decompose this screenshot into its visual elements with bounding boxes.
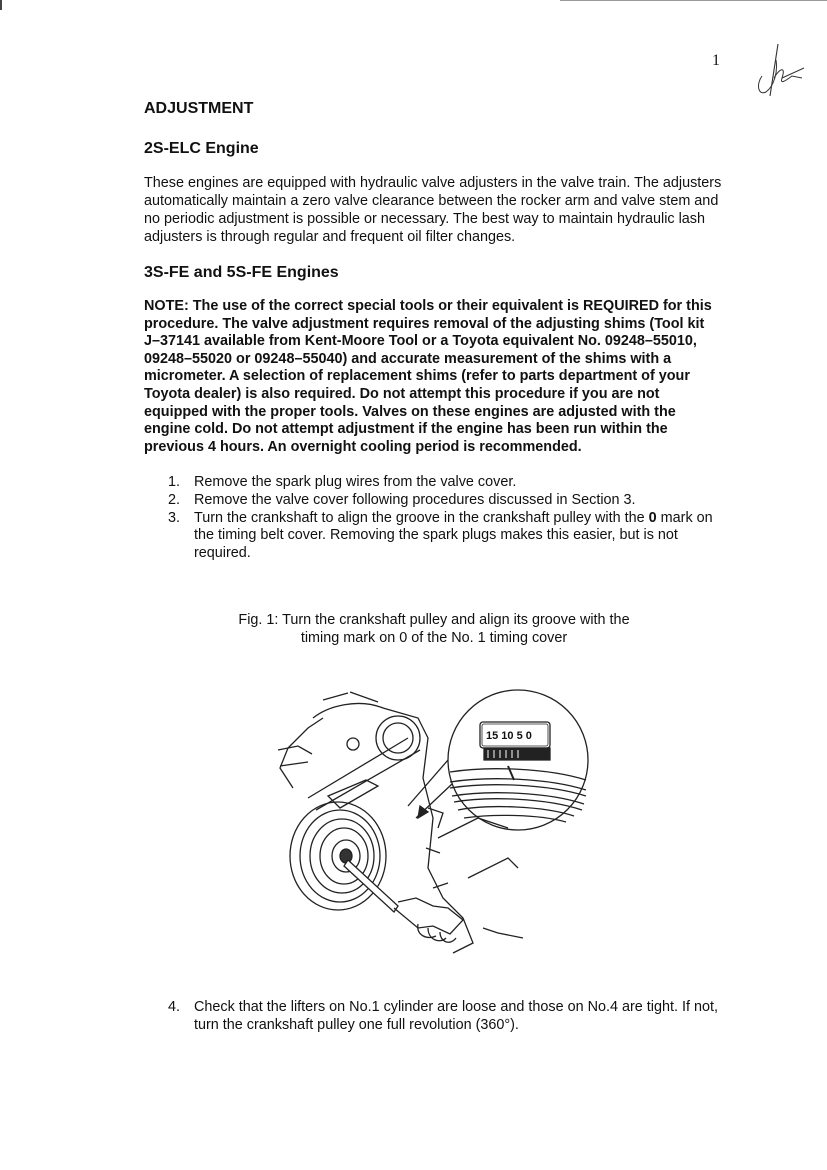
step-text: Remove the spark plug wires from the valve cover. [194, 474, 517, 491]
section-title-3s-5s-fe: 3S-FE and 5S-FE Engines [144, 264, 339, 281]
figure-caption [144, 611, 724, 647]
step-text: Check that the lifters on No.1 cylinder are loose and those on No.4 are tight. If not, turn the crankshaft pulley one full revolution (360°). [194, 999, 718, 1033]
procedure-steps-continued [144, 999, 734, 1034]
step-text: Remove the valve cover following procedures discussed in Section 3. [194, 491, 636, 508]
section-title-2s-elc: 2S-ELC Engine [144, 140, 259, 157]
step-item [144, 999, 734, 1034]
step-number: 4. [168, 999, 181, 1015]
procedure-steps [144, 474, 724, 562]
scan-corner-mark [0, 0, 2, 10]
figure-caption-line-1: Fig. 1: Turn the crankshaft pulley and align its groove with the [238, 612, 630, 628]
step-number: 1. [168, 474, 181, 491]
scan-edge-line [560, 0, 827, 1]
tools-note: NOTE: The use of the correct special tools or their equivalent is REQUIRED for this procedure. The valve adjustment requires removal of the adjusting shims (Tool kit J–37141 available from Kent-Moore Tool or a Toyota equivalent No. 09248–55010, 09248–55020 or 09248–55040) and accurate measurement of the shims with a micrometer. A selection of replacement shims (refer to parts department of your Toyota dealer) is also required. Do not attempt this procedure if you are not equipped with the proper tools. Valves on these engines are adjusted with the engine cold. Do not attempt adjustment if the engine has been run within the previous 4 hours. An overnight cooling period is recommended. [144, 298, 712, 455]
handwritten-initials [752, 38, 812, 100]
figure-caption-line-2: timing mark on 0 of the No. 1 timing cover [300, 630, 568, 646]
page-number: 1 [712, 52, 720, 69]
document-body [144, 100, 724, 562]
step-text-bold-mark: 0 [648, 509, 657, 526]
step-item [144, 492, 724, 510]
step-text-end: mark on the timing belt cover. Removing the spark plugs makes this easier, but is not required. [194, 509, 713, 561]
step-text-start: Turn the crankshaft to align the groove in the crankshaft pulley with the [194, 509, 649, 526]
step-item [144, 474, 724, 492]
section-2s-elc-text: These engines are equipped with hydraulic valve adjusters in the valve train. The adjusters automatically maintain a zero valve clearance between the rocker arm and valve stem and no periodic adjustment is possible or necessary. The best way to maintain hydraulic lash adjusters is through regular and frequent oil filter changes. [144, 175, 722, 245]
step-number: 3. [168, 509, 181, 526]
step-item [144, 510, 724, 563]
step-number: 2. [168, 491, 181, 508]
page-title: ADJUSTMENT [144, 100, 254, 117]
timing-scale-label: 15 10 5 0 [486, 730, 532, 742]
crankshaft-pulley-figure [268, 688, 593, 958]
